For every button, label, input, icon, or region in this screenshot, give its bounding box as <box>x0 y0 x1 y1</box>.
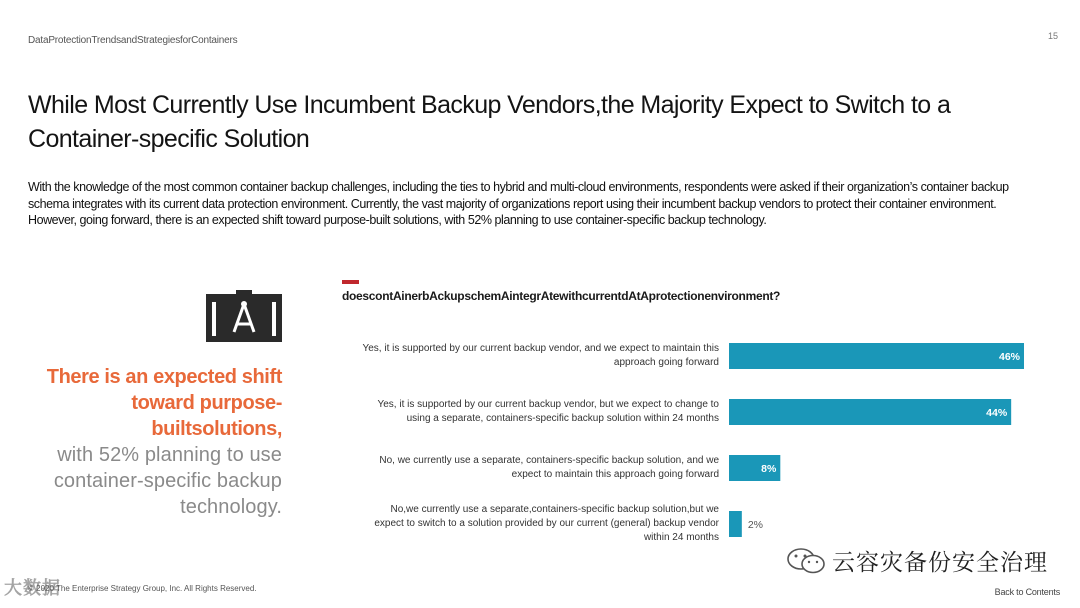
category-label-line: expect to switch to a solution provided by our current (general) backup vendor <box>374 518 719 529</box>
callout-detail: with 52% planning to use container-specific backup technology. <box>53 444 282 518</box>
category-label-line: Yes, it is supported by our current backup vendor, and we expect to maintain this <box>362 343 719 354</box>
bar-1 <box>729 343 1024 369</box>
category-label-line: within 24 months <box>643 532 719 543</box>
bar-2 <box>729 399 1011 425</box>
page-number: 15 <box>1047 31 1058 41</box>
footer-brand-overlay: 大数据 <box>4 578 61 598</box>
category-label-1 <box>339 342 719 370</box>
chart-title: doescontAinerbAckupschemAintegrAtewithcurrentdAtAprotectionenvironment? <box>342 289 781 303</box>
copyright-notice: © 2020 The Enterprise Strategy Group, Inc. All Rights Reserved. <box>28 584 257 593</box>
category-label-4 <box>339 503 719 545</box>
page-title: While Most Currently Use Incumbent Backup Vendors,the Majority Expect to Switch to a Container-specific Solution <box>28 91 951 153</box>
category-label-line: using a separate, containers-specific backup solution within 24 months <box>406 413 719 424</box>
callout <box>40 364 282 520</box>
bar-value-label-1: 46% <box>998 351 1020 363</box>
bar-value-label-2: 44% <box>986 407 1008 419</box>
bar-4 <box>729 511 742 537</box>
toolbox-compass-icon <box>206 290 282 342</box>
watermark-text: 云容灾备份安全治理 <box>832 549 1048 575</box>
category-label-line: No, we currently use a separate, containers-specific backup solution, and we <box>379 455 719 466</box>
intro-paragraph: With the knowledge of the most common container backup challenges, including the ties to hybrid and multi-cloud environments, respondents were asked if their organization’s container backup schema integrates with its current data protection environment. Currently, the vast majority of organizations report using their incumbent backup vendors to protect their container environment. However, going forward, there is an expected shift toward purpose-built solutions, with 52% planning to use container-specific backup technology. <box>28 180 1009 227</box>
bar-chart <box>330 330 1050 560</box>
category-label-line: expect to maintain this approach going forward <box>511 469 719 480</box>
bar-value-label-4: 2% <box>747 519 764 531</box>
bar-value-label-3: 8% <box>761 463 777 475</box>
category-label-line: No,we currently use a separate,containers-specific backup solution,but we <box>390 504 719 515</box>
report-header-label: DataProtectionTrendsandStrategiesforContainers <box>28 35 238 46</box>
category-label-2 <box>339 398 719 426</box>
watermark <box>786 544 1048 577</box>
category-label-line: approach going forward <box>613 357 719 368</box>
chart-accent-bar <box>342 280 359 284</box>
back-to-contents-link[interactable]: Back to Contents <box>994 587 1060 597</box>
wechat-icon <box>786 547 826 575</box>
callout-highlight: There is an expected shift toward purpose-builtsolutions, <box>46 366 282 440</box>
category-label-line: Yes, it is supported by our current backup vendor, but we expect to change to <box>377 399 719 410</box>
category-label-3 <box>339 454 719 482</box>
